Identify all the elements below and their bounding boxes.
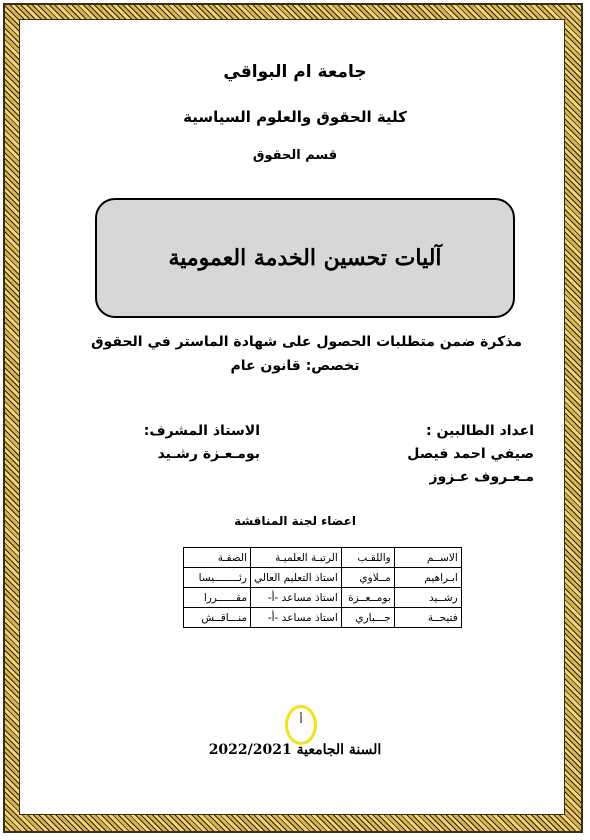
table-cell: رشــيد (394, 588, 461, 608)
committee-title: اعضاء لجنة المناقشة (234, 514, 356, 528)
table-cell: الصفـة (184, 548, 251, 568)
table-cell: منـــاقــش (184, 608, 251, 628)
table-cell: ابـراهيم (394, 568, 461, 588)
specialty: تخصص: قانون عام (230, 358, 360, 374)
title-box (95, 198, 515, 318)
memo-description: مذكرة ضمن متطلبات الحصول على شهادة الماستر في الحقوق (91, 334, 522, 350)
academic-year-value: 2022/2021 (208, 742, 292, 758)
table-cell: فتيحــة (394, 608, 461, 628)
table-row (184, 568, 462, 588)
supervisor-name: بومـعـزة رشـيد (157, 446, 260, 462)
department-name: قسم الحقوق (252, 148, 338, 163)
table-cell: واللقـب (341, 548, 394, 568)
table-cell: استاذ مساعد -أ- (251, 588, 342, 608)
student-name: مـعـروف عـزوز (429, 469, 534, 485)
faculty-name: كلية الحقوق والعلوم السياسية (183, 108, 407, 126)
committee-table (183, 547, 462, 628)
table-row (184, 548, 462, 568)
academic-year (0, 742, 590, 758)
page-content-area (19, 19, 565, 815)
students-label: اعداد الطالبين : (425, 423, 534, 439)
table-cell: الاســم (394, 548, 461, 568)
table-row (184, 608, 462, 628)
table-cell: جـــباري (341, 608, 394, 628)
table-cell: مقــــــررا (184, 588, 251, 608)
thesis-title: آليات تحسين الخدمة العمومية (168, 245, 442, 271)
students-block (364, 420, 534, 489)
table-cell: الرتبـة العلميـة (251, 548, 342, 568)
table-row (184, 588, 462, 608)
page-number: أ (299, 713, 303, 726)
supervisor-block (100, 420, 260, 466)
table-cell: بومــعــزة (341, 588, 394, 608)
university-name: جامعة ام البواقي (223, 62, 367, 82)
table-cell: استاذ التعليم العالي (251, 568, 342, 588)
academic-year-label: السنة الجامعية (296, 742, 382, 758)
supervisor-label: الاستاذ المشرف: (143, 423, 260, 439)
table-cell: مــلاوي (341, 568, 394, 588)
student-name: صيفي احمد فيصل (407, 446, 534, 462)
table-cell: رئــــــــيسا (184, 568, 251, 588)
table-cell: استاذ مساعد -أ- (251, 608, 342, 628)
